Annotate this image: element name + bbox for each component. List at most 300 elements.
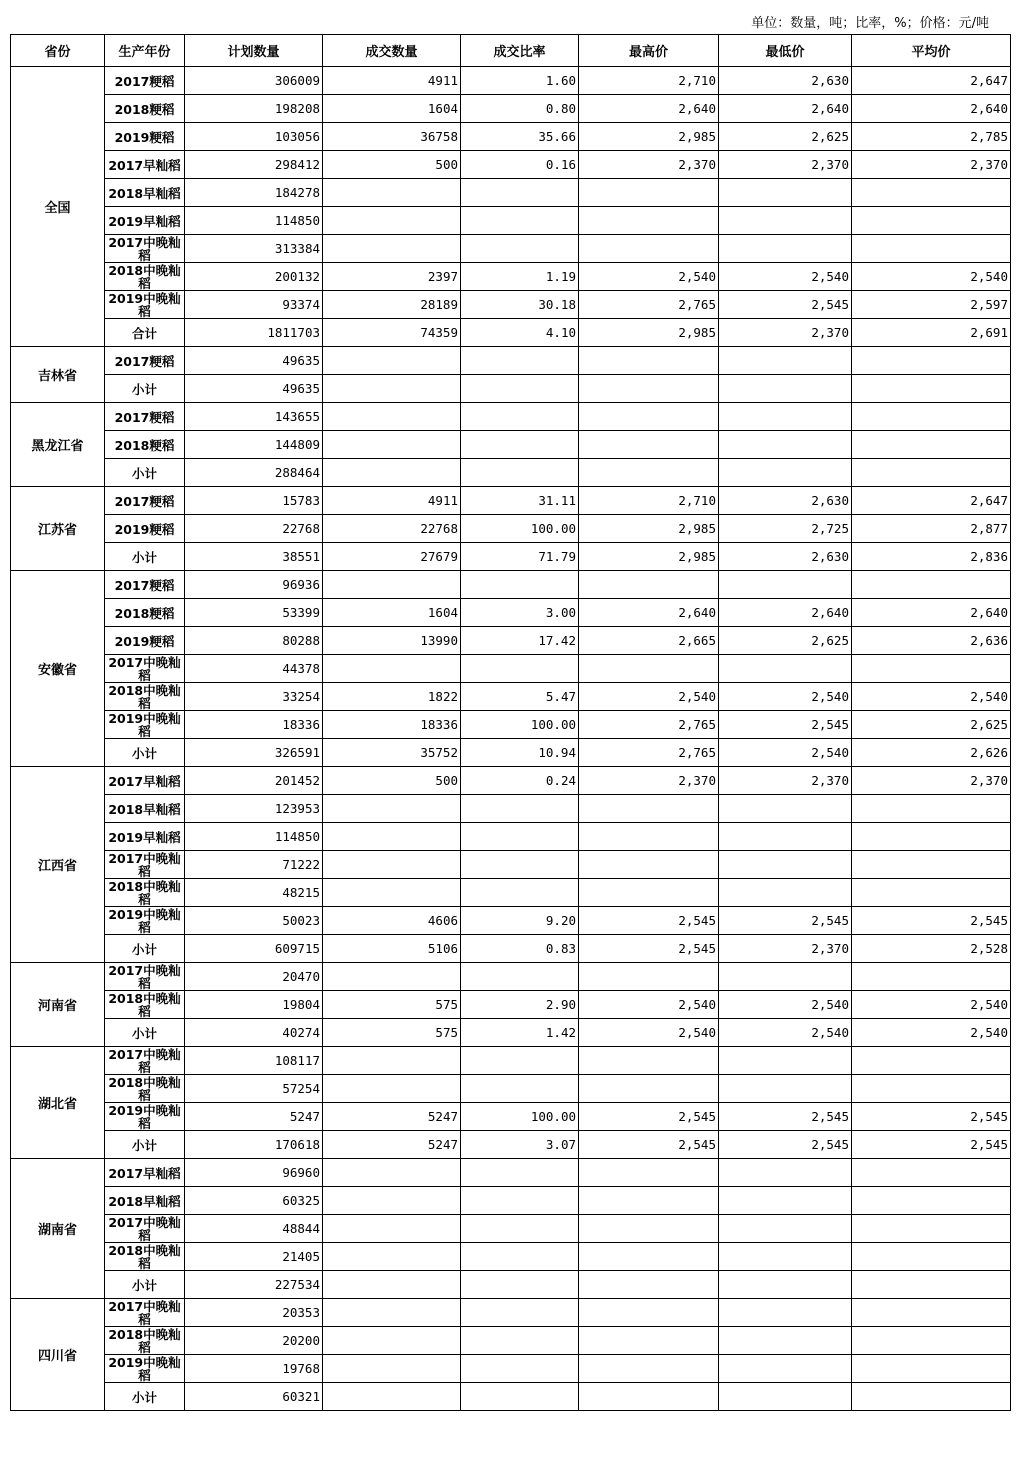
planned-quantity-cell: 21405	[185, 1243, 323, 1271]
planned-quantity-cell: 33254	[185, 683, 323, 711]
traded-quantity-cell	[323, 1355, 461, 1383]
planned-quantity-cell: 20200	[185, 1327, 323, 1355]
header-average-price: 平均价	[852, 35, 1011, 67]
lowest-price-cell	[719, 851, 852, 879]
highest-price-cell	[579, 1299, 719, 1327]
trade-ratio-cell: 0.16	[461, 151, 579, 179]
lowest-price-cell: 2,545	[719, 711, 852, 739]
trade-ratio-cell	[461, 459, 579, 487]
planned-quantity-cell: 22768	[185, 515, 323, 543]
production-year-cell: 2017粳稻	[105, 67, 185, 95]
trade-ratio-cell: 3.00	[461, 599, 579, 627]
lowest-price-cell: 2,540	[719, 1019, 852, 1047]
highest-price-cell: 2,540	[579, 683, 719, 711]
planned-quantity-cell: 184278	[185, 179, 323, 207]
unit-note: 单位：数量，吨；比率，%；价格：元/吨	[751, 16, 989, 31]
highest-price-cell	[579, 1187, 719, 1215]
lowest-price-cell: 2,370	[719, 767, 852, 795]
traded-quantity-cell	[323, 1187, 461, 1215]
trade-ratio-cell	[461, 1075, 579, 1103]
province-cell: 黑龙江省	[11, 403, 105, 487]
lowest-price-cell	[719, 1075, 852, 1103]
highest-price-cell	[579, 375, 719, 403]
lowest-price-cell: 2,370	[719, 935, 852, 963]
lowest-price-cell	[719, 235, 852, 263]
lowest-price-cell: 2,630	[719, 67, 852, 95]
highest-price-cell: 2,985	[579, 543, 719, 571]
lowest-price-cell: 2,370	[719, 319, 852, 347]
average-price-cell	[852, 1159, 1011, 1187]
highest-price-cell	[579, 431, 719, 459]
trade-ratio-cell: 30.18	[461, 291, 579, 319]
table-row	[11, 431, 1011, 459]
highest-price-cell: 2,370	[579, 767, 719, 795]
table-row	[11, 1131, 1011, 1159]
planned-quantity-cell: 144809	[185, 431, 323, 459]
traded-quantity-cell: 74359	[323, 319, 461, 347]
planned-quantity-cell: 40274	[185, 1019, 323, 1047]
production-year-cell: 2018中晚籼稻	[105, 263, 185, 291]
highest-price-cell: 2,765	[579, 291, 719, 319]
table-row	[11, 711, 1011, 739]
production-year-cell: 2017中晚籼稻	[105, 1047, 185, 1075]
production-year-cell: 2018中晚籼稻	[105, 991, 185, 1019]
planned-quantity-cell: 80288	[185, 627, 323, 655]
average-price-cell	[852, 347, 1011, 375]
traded-quantity-cell	[323, 431, 461, 459]
lowest-price-cell	[719, 1271, 852, 1299]
production-year-cell: 2017中晚籼稻	[105, 1299, 185, 1327]
lowest-price-cell	[719, 1047, 852, 1075]
table-row	[11, 487, 1011, 515]
table-row	[11, 627, 1011, 655]
highest-price-cell: 2,540	[579, 991, 719, 1019]
planned-quantity-cell: 48844	[185, 1215, 323, 1243]
average-price-cell	[852, 1215, 1011, 1243]
production-year-cell: 小计	[105, 1131, 185, 1159]
table-row	[11, 95, 1011, 123]
planned-quantity-cell: 326591	[185, 739, 323, 767]
average-price-cell: 2,636	[852, 627, 1011, 655]
traded-quantity-cell: 4606	[323, 907, 461, 935]
average-price-cell: 2,647	[852, 67, 1011, 95]
province-cell: 湖南省	[11, 1159, 105, 1299]
production-year-cell: 2019中晚籼稻	[105, 907, 185, 935]
traded-quantity-cell: 27679	[323, 543, 461, 571]
production-year-cell: 2017早籼稻	[105, 767, 185, 795]
lowest-price-cell: 2,540	[719, 991, 852, 1019]
trade-ratio-cell: 1.60	[461, 67, 579, 95]
traded-quantity-cell: 575	[323, 1019, 461, 1047]
traded-quantity-cell	[323, 795, 461, 823]
traded-quantity-cell	[323, 1159, 461, 1187]
highest-price-cell: 2,985	[579, 515, 719, 543]
lowest-price-cell	[719, 431, 852, 459]
production-year-cell: 2019粳稻	[105, 515, 185, 543]
average-price-cell: 2,647	[852, 487, 1011, 515]
production-year-cell: 2017粳稻	[105, 347, 185, 375]
highest-price-cell	[579, 823, 719, 851]
table-row	[11, 1159, 1011, 1187]
trade-ratio-cell	[461, 375, 579, 403]
highest-price-cell: 2,665	[579, 627, 719, 655]
lowest-price-cell	[719, 795, 852, 823]
production-year-cell: 2019粳稻	[105, 627, 185, 655]
average-price-cell	[852, 1243, 1011, 1271]
traded-quantity-cell: 13990	[323, 627, 461, 655]
average-price-cell	[852, 403, 1011, 431]
traded-quantity-cell: 28189	[323, 291, 461, 319]
table-row	[11, 543, 1011, 571]
traded-quantity-cell: 5247	[323, 1103, 461, 1131]
average-price-cell: 2,597	[852, 291, 1011, 319]
production-year-cell: 2018早籼稻	[105, 1187, 185, 1215]
trade-ratio-cell	[461, 1327, 579, 1355]
planned-quantity-cell: 19804	[185, 991, 323, 1019]
highest-price-cell	[579, 879, 719, 907]
lowest-price-cell	[719, 1159, 852, 1187]
average-price-cell: 2,545	[852, 907, 1011, 935]
planned-quantity-cell: 201452	[185, 767, 323, 795]
traded-quantity-cell: 1604	[323, 95, 461, 123]
trade-ratio-cell: 4.10	[461, 319, 579, 347]
average-price-cell: 2,540	[852, 263, 1011, 291]
trade-ratio-cell: 31.11	[461, 487, 579, 515]
planned-quantity-cell: 49635	[185, 375, 323, 403]
table-row	[11, 571, 1011, 599]
header-trade-ratio: 成交比率	[461, 35, 579, 67]
average-price-cell	[852, 207, 1011, 235]
table-row	[11, 347, 1011, 375]
average-price-cell	[852, 1299, 1011, 1327]
trade-ratio-cell	[461, 235, 579, 263]
production-year-cell: 小计	[105, 739, 185, 767]
traded-quantity-cell: 5106	[323, 935, 461, 963]
table-row	[11, 67, 1011, 95]
planned-quantity-cell: 609715	[185, 935, 323, 963]
trade-ratio-cell	[461, 207, 579, 235]
highest-price-cell	[579, 795, 719, 823]
average-price-cell	[852, 963, 1011, 991]
highest-price-cell: 2,540	[579, 1019, 719, 1047]
production-year-cell: 2017粳稻	[105, 571, 185, 599]
average-price-cell: 2,625	[852, 711, 1011, 739]
planned-quantity-cell: 48215	[185, 879, 323, 907]
production-year-cell: 小计	[105, 459, 185, 487]
trade-ratio-cell	[461, 1159, 579, 1187]
table-row	[11, 683, 1011, 711]
lowest-price-cell	[719, 1383, 852, 1411]
lowest-price-cell	[719, 1215, 852, 1243]
province-cell: 四川省	[11, 1299, 105, 1411]
highest-price-cell: 2,370	[579, 151, 719, 179]
lowest-price-cell	[719, 1243, 852, 1271]
lowest-price-cell: 2,545	[719, 1131, 852, 1159]
trade-ratio-cell	[461, 851, 579, 879]
average-price-cell	[852, 879, 1011, 907]
production-year-cell: 2018粳稻	[105, 95, 185, 123]
highest-price-cell: 2,710	[579, 67, 719, 95]
table-body	[11, 67, 1011, 1411]
average-price-cell	[852, 1271, 1011, 1299]
lowest-price-cell	[719, 963, 852, 991]
traded-quantity-cell	[323, 963, 461, 991]
header-traded-quantity: 成交数量	[323, 35, 461, 67]
production-year-cell: 2018中晚籼稻	[105, 683, 185, 711]
production-year-cell: 2019中晚籼稻	[105, 291, 185, 319]
highest-price-cell	[579, 179, 719, 207]
lowest-price-cell: 2,545	[719, 1103, 852, 1131]
production-year-cell: 2019中晚籼稻	[105, 711, 185, 739]
planned-quantity-cell: 20353	[185, 1299, 323, 1327]
lowest-price-cell: 2,640	[719, 599, 852, 627]
planned-quantity-cell: 15783	[185, 487, 323, 515]
average-price-cell: 2,691	[852, 319, 1011, 347]
highest-price-cell	[579, 963, 719, 991]
table-row	[11, 963, 1011, 991]
table-row	[11, 1355, 1011, 1383]
traded-quantity-cell	[323, 1075, 461, 1103]
trade-ratio-cell	[461, 403, 579, 431]
production-year-cell: 2019中晚籼稻	[105, 1355, 185, 1383]
planned-quantity-cell: 143655	[185, 403, 323, 431]
highest-price-cell	[579, 1383, 719, 1411]
trade-ratio-cell	[461, 179, 579, 207]
trade-ratio-cell	[461, 963, 579, 991]
highest-price-cell: 2,545	[579, 935, 719, 963]
traded-quantity-cell: 2397	[323, 263, 461, 291]
planned-quantity-cell: 298412	[185, 151, 323, 179]
production-year-cell: 2019中晚籼稻	[105, 1103, 185, 1131]
table-row	[11, 823, 1011, 851]
table-row	[11, 907, 1011, 935]
average-price-cell: 2,640	[852, 95, 1011, 123]
traded-quantity-cell: 36758	[323, 123, 461, 151]
province-cell: 江西省	[11, 767, 105, 963]
production-year-cell: 2018早籼稻	[105, 179, 185, 207]
table-row	[11, 795, 1011, 823]
table-row	[11, 151, 1011, 179]
table-row	[11, 235, 1011, 263]
traded-quantity-cell: 22768	[323, 515, 461, 543]
table-row	[11, 179, 1011, 207]
average-price-cell	[852, 1047, 1011, 1075]
production-year-cell: 2017早籼稻	[105, 1159, 185, 1187]
planned-quantity-cell: 96936	[185, 571, 323, 599]
traded-quantity-cell: 1822	[323, 683, 461, 711]
production-year-cell: 2019早籼稻	[105, 823, 185, 851]
production-year-cell: 小计	[105, 543, 185, 571]
planned-quantity-cell: 227534	[185, 1271, 323, 1299]
traded-quantity-cell	[323, 879, 461, 907]
trade-ratio-cell	[461, 571, 579, 599]
trade-ratio-cell	[461, 1271, 579, 1299]
average-price-cell	[852, 459, 1011, 487]
trade-ratio-cell	[461, 1047, 579, 1075]
production-year-cell: 小计	[105, 1383, 185, 1411]
table-row	[11, 1299, 1011, 1327]
average-price-cell	[852, 375, 1011, 403]
average-price-cell: 2,545	[852, 1103, 1011, 1131]
highest-price-cell: 2,545	[579, 1131, 719, 1159]
trade-ratio-cell: 5.47	[461, 683, 579, 711]
production-year-cell: 2018中晚籼稻	[105, 879, 185, 907]
highest-price-cell	[579, 655, 719, 683]
highest-price-cell: 2,640	[579, 95, 719, 123]
traded-quantity-cell	[323, 1299, 461, 1327]
traded-quantity-cell: 18336	[323, 711, 461, 739]
table-row	[11, 1215, 1011, 1243]
header-planned-quantity: 计划数量	[185, 35, 323, 67]
trade-ratio-cell: 35.66	[461, 123, 579, 151]
province-cell: 安徽省	[11, 571, 105, 767]
trade-ratio-cell: 100.00	[461, 711, 579, 739]
average-price-cell	[852, 795, 1011, 823]
traded-quantity-cell	[323, 1047, 461, 1075]
planned-quantity-cell: 5247	[185, 1103, 323, 1131]
highest-price-cell	[579, 571, 719, 599]
lowest-price-cell	[719, 459, 852, 487]
header-province: 省份	[11, 35, 105, 67]
table-row	[11, 263, 1011, 291]
trade-ratio-cell	[461, 655, 579, 683]
production-year-cell: 2017粳稻	[105, 487, 185, 515]
province-cell: 江苏省	[11, 487, 105, 571]
average-price-cell	[852, 823, 1011, 851]
planned-quantity-cell: 44378	[185, 655, 323, 683]
planned-quantity-cell: 60325	[185, 1187, 323, 1215]
production-year-cell: 小计	[105, 1019, 185, 1047]
traded-quantity-cell	[323, 571, 461, 599]
trade-ratio-cell: 2.90	[461, 991, 579, 1019]
production-year-cell: 2017早籼稻	[105, 151, 185, 179]
planned-quantity-cell: 1811703	[185, 319, 323, 347]
average-price-cell: 2,540	[852, 683, 1011, 711]
table-row	[11, 1075, 1011, 1103]
highest-price-cell	[579, 1327, 719, 1355]
table-row	[11, 123, 1011, 151]
trade-ratio-cell	[461, 347, 579, 375]
lowest-price-cell: 2,630	[719, 487, 852, 515]
production-year-cell: 2017中晚籼稻	[105, 655, 185, 683]
planned-quantity-cell: 170618	[185, 1131, 323, 1159]
table-row	[11, 459, 1011, 487]
lowest-price-cell: 2,625	[719, 627, 852, 655]
planned-quantity-cell: 288464	[185, 459, 323, 487]
planned-quantity-cell: 19768	[185, 1355, 323, 1383]
traded-quantity-cell: 500	[323, 767, 461, 795]
trade-ratio-cell: 1.42	[461, 1019, 579, 1047]
trade-ratio-cell	[461, 1383, 579, 1411]
lowest-price-cell: 2,540	[719, 739, 852, 767]
lowest-price-cell: 2,540	[719, 263, 852, 291]
traded-quantity-cell	[323, 1271, 461, 1299]
table-row	[11, 655, 1011, 683]
production-year-cell: 2017中晚籼稻	[105, 235, 185, 263]
production-year-cell: 2018中晚籼稻	[105, 1243, 185, 1271]
planned-quantity-cell: 306009	[185, 67, 323, 95]
province-cell: 河南省	[11, 963, 105, 1047]
traded-quantity-cell	[323, 1327, 461, 1355]
lowest-price-cell	[719, 571, 852, 599]
production-year-cell: 2017中晚籼稻	[105, 1215, 185, 1243]
table-row	[11, 319, 1011, 347]
average-price-cell: 2,640	[852, 599, 1011, 627]
average-price-cell: 2,370	[852, 767, 1011, 795]
table-row	[11, 767, 1011, 795]
average-price-cell	[852, 571, 1011, 599]
table-row	[11, 515, 1011, 543]
traded-quantity-cell	[323, 1383, 461, 1411]
table-row	[11, 291, 1011, 319]
traded-quantity-cell	[323, 347, 461, 375]
trade-ratio-cell: 9.20	[461, 907, 579, 935]
production-year-cell: 合计	[105, 319, 185, 347]
trade-ratio-cell: 3.07	[461, 1131, 579, 1159]
trade-ratio-cell: 71.79	[461, 543, 579, 571]
average-price-cell	[852, 1327, 1011, 1355]
average-price-cell: 2,370	[852, 151, 1011, 179]
average-price-cell	[852, 851, 1011, 879]
highest-price-cell	[579, 1215, 719, 1243]
lowest-price-cell: 2,725	[719, 515, 852, 543]
highest-price-cell	[579, 1355, 719, 1383]
production-year-cell: 2018早籼稻	[105, 795, 185, 823]
traded-quantity-cell	[323, 375, 461, 403]
planned-quantity-cell: 57254	[185, 1075, 323, 1103]
highest-price-cell: 2,985	[579, 123, 719, 151]
lowest-price-cell: 2,370	[719, 151, 852, 179]
traded-quantity-cell	[323, 235, 461, 263]
traded-quantity-cell	[323, 851, 461, 879]
highest-price-cell	[579, 1075, 719, 1103]
lowest-price-cell	[719, 1355, 852, 1383]
production-year-cell: 小计	[105, 1271, 185, 1299]
production-year-cell: 小计	[105, 935, 185, 963]
trade-ratio-cell	[461, 1299, 579, 1327]
highest-price-cell: 2,545	[579, 1103, 719, 1131]
lowest-price-cell: 2,640	[719, 95, 852, 123]
production-year-cell: 2017中晚籼稻	[105, 851, 185, 879]
average-price-cell: 2,528	[852, 935, 1011, 963]
highest-price-cell: 2,540	[579, 263, 719, 291]
production-year-cell: 2018中晚籼稻	[105, 1327, 185, 1355]
traded-quantity-cell	[323, 823, 461, 851]
lowest-price-cell: 2,545	[719, 291, 852, 319]
average-price-cell: 2,540	[852, 1019, 1011, 1047]
highest-price-cell: 2,545	[579, 907, 719, 935]
table-row	[11, 1271, 1011, 1299]
table-row	[11, 599, 1011, 627]
highest-price-cell	[579, 1047, 719, 1075]
planned-quantity-cell: 93374	[185, 291, 323, 319]
planned-quantity-cell: 313384	[185, 235, 323, 263]
traded-quantity-cell: 35752	[323, 739, 461, 767]
planned-quantity-cell: 38551	[185, 543, 323, 571]
highest-price-cell: 2,640	[579, 599, 719, 627]
trade-ratio-cell	[461, 1243, 579, 1271]
auction-results-table	[10, 34, 1011, 1411]
lowest-price-cell	[719, 823, 852, 851]
average-price-cell: 2,836	[852, 543, 1011, 571]
trade-ratio-cell	[461, 1187, 579, 1215]
province-cell: 湖北省	[11, 1047, 105, 1159]
table-row	[11, 1327, 1011, 1355]
header-production-year: 生产年份	[105, 35, 185, 67]
table-row	[11, 1187, 1011, 1215]
lowest-price-cell	[719, 1187, 852, 1215]
lowest-price-cell: 2,625	[719, 123, 852, 151]
